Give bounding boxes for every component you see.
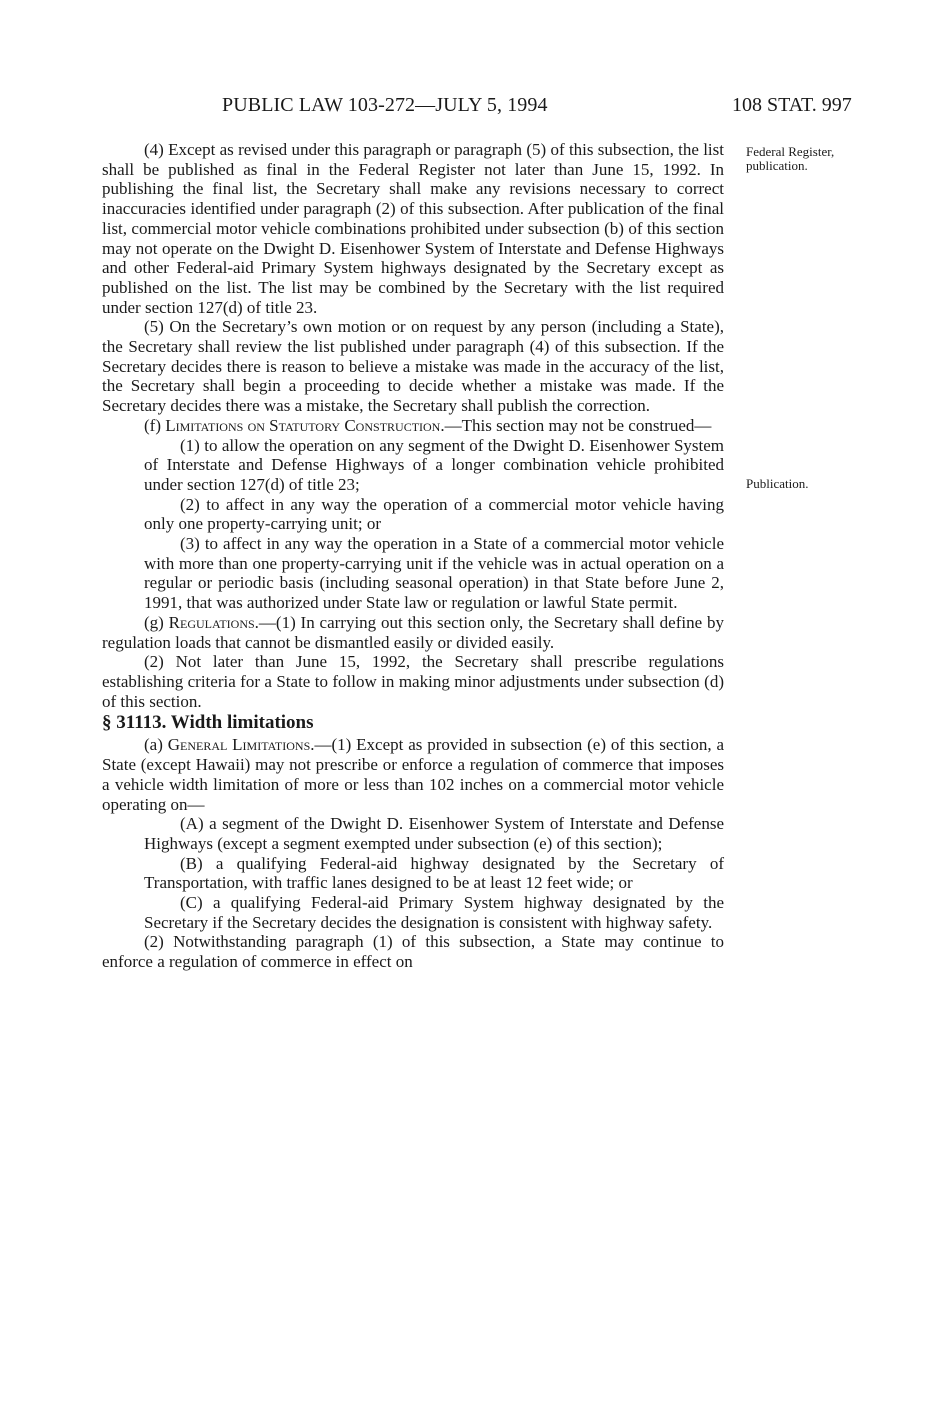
statute-page-number: 108 STAT. 997	[732, 94, 852, 116]
margin-note-federal-register: Federal Register, publication.	[746, 144, 835, 173]
subsection-f	[102, 416, 724, 436]
paragraph-a2: (2) Notwithstanding paragraph (1) of this subsection, a State may continue to enforce a regulation of commerce in effect on	[102, 932, 724, 972]
section-heading: § 31113. Width limitations	[102, 712, 314, 734]
paragraph-aA: (A) a segment of the Dwight D. Eisenhower System of Interstate and Defense Highways (except a segment exempted under subsection (e) of this section);	[144, 814, 724, 853]
subsection-a-label: (a)	[144, 735, 168, 755]
subsection-a	[102, 735, 724, 814]
statute-body	[102, 140, 724, 972]
paragraph-f1: (1) to allow the operation on any segment of the Dwight D. Eisenhower System of Interstate and Defense Highways of a longer combination vehicle prohibited under section 127(d) of title 23;	[144, 435, 724, 494]
subsection-f-label: (f)	[144, 415, 166, 435]
paragraph-f2: (2) to affect in any way the operation of a commercial motor vehicle having only one property-carrying unit; or	[144, 494, 724, 534]
subsection-g-text: —(1) In carrying out this section only, the Secretary shall define by regulation loads that cannot be dismantled easily or divided easily.	[102, 612, 724, 652]
subsection-f-heading: Limitations on Statutory Construction.	[165, 415, 445, 435]
subsection-a-text: —(1) Except as provided in subsection (e) of this section, a State (except Hawaii) may not prescribe or enforce a regulation of commerce that imposes a vehicle width limitation of more or less than 102 inches on a commercial motor vehicle operating on—	[102, 735, 725, 814]
subsection-g	[102, 613, 724, 652]
paragraph-f3: (3) to affect in any way the operation in a State of a commercial motor vehicle with more than one property-carrying unit if the vehicle was in actual operation on a regular or periodic basis (including seasonal operation) in that State before June 2, 1991, that was authorized under State law or regulation or lawful State permit.	[144, 534, 724, 613]
paragraph-g2: (2) Not later than June 15, 1992, the Secretary shall prescribe regulations establishing criteria for a State to follow in making minor adjustments under subsection (d) of this section.	[102, 652, 724, 711]
subsection-g-heading: Regulations.	[168, 612, 259, 632]
running-header	[0, 90, 940, 120]
subsection-f-text: —This section may not be construed—	[444, 415, 712, 435]
paragraph-5: (5) On the Secretary’s own motion or on request by any person (including a State), the Secretary shall review the list published under paragraph (4) of this subsection. If the Secretary decides there is reason to believe a mistake was made in the accuracy of the list, the Secretary shall begin a proceeding to decide whether a mistake was made. If the Secretary decides there was a mistake, the Secretary shall publish the correction.	[102, 317, 724, 416]
paragraph-aB: (B) a qualifying Federal-aid highway designated by the Secretary of Transportation, with traffic lanes designed to be at least 12 feet wide; or	[144, 853, 724, 893]
margin-note-publication: Publication.	[746, 476, 809, 491]
paragraph-4: (4) Except as revised under this paragraph or paragraph (5) of this subsection, the list shall be published as final in the Federal Register not later than June 15, 1992. In publishing the final list, the Secretary shall make any revisions necessary to correct inaccuracies identified under paragraph (2) of this subsection. After publication of the final list, commercial motor vehicle combinations prohibited under subsection (b) of this section may not operate on the Dwight D. Eisenhower System of Interstate and Defense Highways and other Federal-aid Primary System highways designated by the Secretary except as published on the list. The list may be combined by the Secretary with the list required under section 127(d) of title 23.	[102, 140, 724, 317]
paragraph-aC: (C) a qualifying Federal-aid Primary System highway designated by the Secretary if the Secretary decides the designation is consistent with highway safety.	[144, 893, 724, 932]
header-title: PUBLIC LAW 103-272—JULY 5, 1994	[222, 94, 548, 116]
subsection-g-label: (g)	[144, 612, 169, 632]
subsection-a-heading: General Limitations.	[167, 735, 315, 755]
